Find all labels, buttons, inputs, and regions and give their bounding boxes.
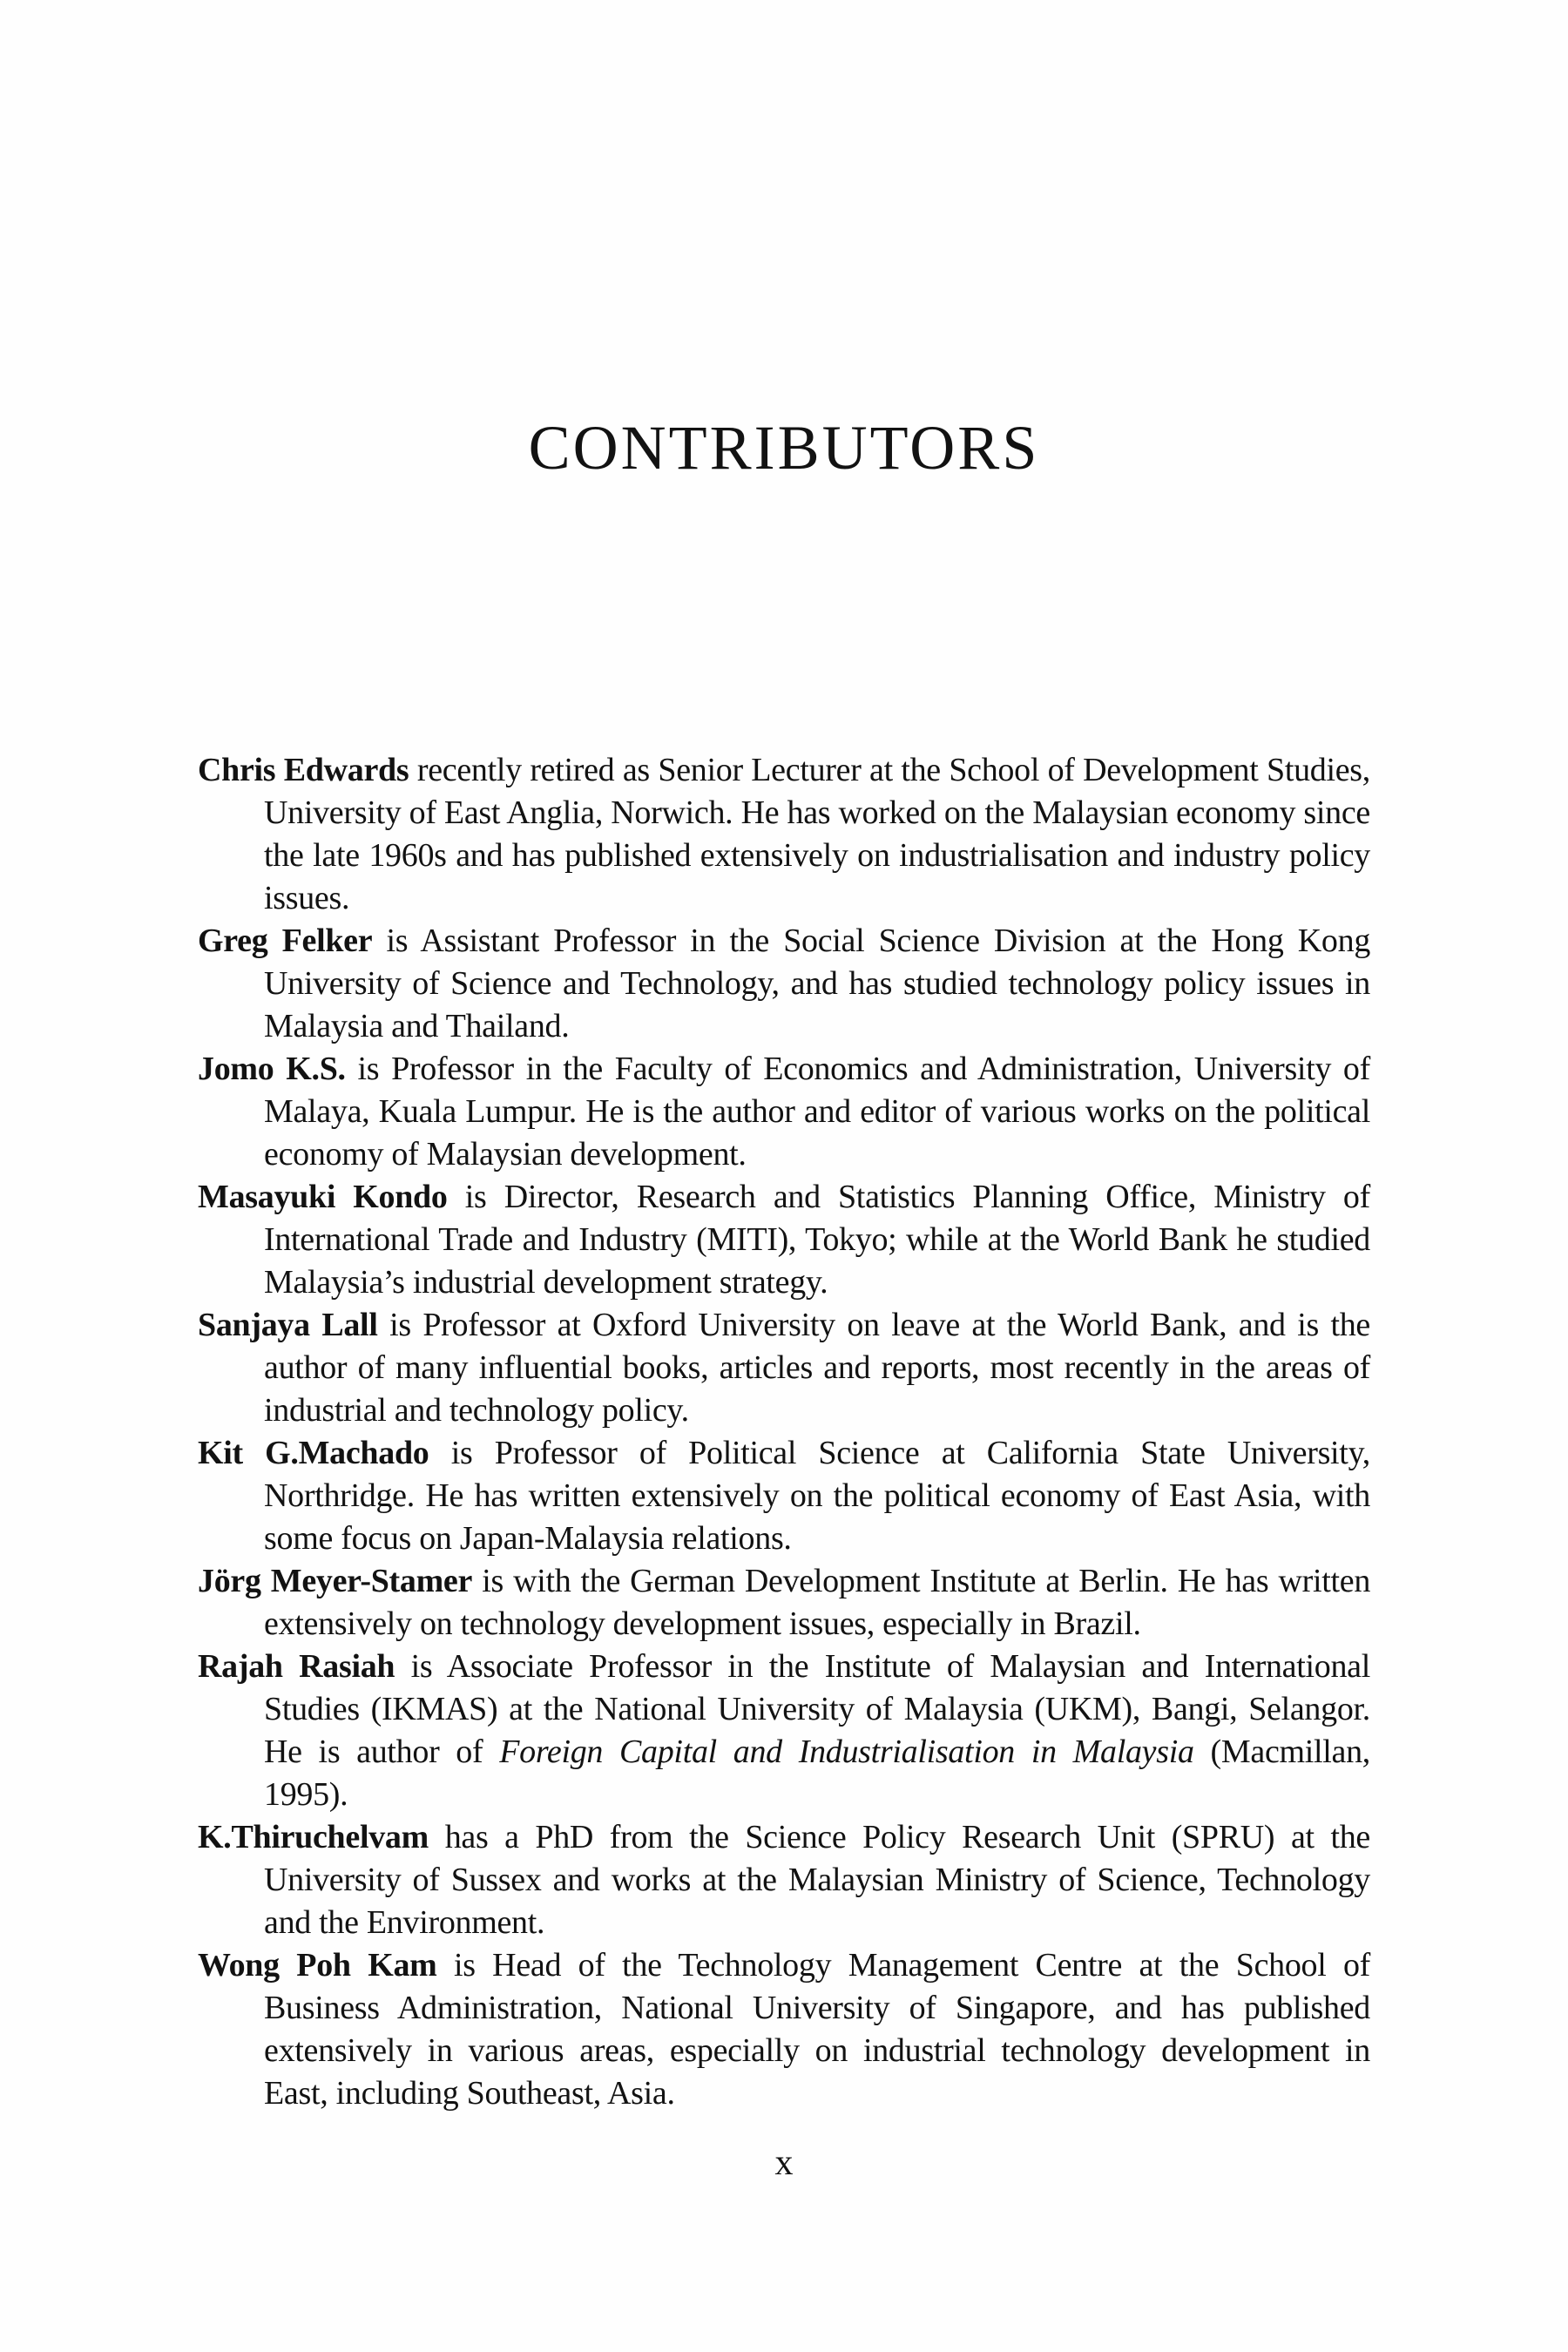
contributor-name: Rajah Rasiah xyxy=(198,1648,395,1685)
contributor-entry xyxy=(198,1816,1370,1944)
contributor-bio: recently retired as Senior Lecturer at the School of Development Studies, University of East Anglia, Norwich. He has worked on the Malaysian economy since the late 1960s and has published extensively on industrialisation and industry policy issues. xyxy=(264,752,1370,916)
contributor-entry xyxy=(198,1048,1370,1176)
book-title: Foreign Capital and Industrialisation in Malaysia xyxy=(499,1734,1194,1770)
contributor-name: Kit G.Machado xyxy=(198,1435,429,1471)
contributor-bio: is Associate Professor in the Institute of Malaysian and International Studies (IKMAS) at the National University of Malaysia (UKM), Bangi, Selangor. He is author of xyxy=(264,1648,1370,1770)
contributor-name: Chris Edwards xyxy=(198,752,409,788)
contributor-name: Wong Poh Kam xyxy=(198,1947,437,1984)
contributor-bio: is Assistant Professor in the Social Science Division at the Hong Kong University of Science and Technology, and has studied technology policy issues in Malaysia and Thailand. xyxy=(264,923,1371,1044)
contributor-entry xyxy=(198,1646,1370,1816)
contributor-entry xyxy=(198,1944,1370,2115)
contributor-bio: is Director, Research and Statistics Planning Office, Ministry of International Trade and Industry (MITI), Tokyo; while at the World Bank he studied Malaysia’s industrial development strategy. xyxy=(264,1179,1370,1301)
contributor-name: Masayuki Kondo xyxy=(198,1179,448,1215)
contributor-bio-after: (Macmillan, 1995). xyxy=(264,1734,1371,1813)
contributor-entry xyxy=(198,1176,1370,1304)
contributor-name: Sanjaya Lall xyxy=(198,1307,378,1343)
contributor-bio: is Head of the Technology Management Centre at the School of Business Administration, National University of Singapore, and has published extensively in various areas, especially on industrial technology development in East, including Southeast, Asia. xyxy=(264,1947,1371,2112)
contributor-bio: is with the German Development Institute at Berlin. He has written extensively on technology development issues, especially in Brazil. xyxy=(264,1563,1371,1642)
contributor-entry xyxy=(198,749,1370,920)
contributor-bio: is Professor in the Faculty of Economics and Administration, University of Malaya, Kuala Lumpur. He is the author and editor of various works on the political economy of Malaysian development. xyxy=(264,1051,1370,1173)
contributor-entry xyxy=(198,920,1370,1048)
contributor-bio: is Professor of Political Science at California State University, Northridge. He has written extensively on the political economy of East Asia, with some focus on Japan-Malaysia relations. xyxy=(264,1435,1370,1557)
contributor-name: Jomo K.S. xyxy=(198,1051,346,1087)
contributors-list xyxy=(198,749,1370,2115)
contributor-name: K.Thiruchelvam xyxy=(198,1819,429,1855)
contributor-entry xyxy=(198,1560,1370,1646)
page-number: x xyxy=(774,2143,794,2183)
contributor-name: Jörg Meyer-Stamer xyxy=(198,1563,473,1599)
page-title: CONTRIBUTORS xyxy=(528,413,1040,483)
contributor-entry xyxy=(198,1304,1370,1432)
contributor-bio: is Professor at Oxford University on leave at the World Bank, and is the author of many influential books, articles and reports, most recently in the areas of industrial and technology policy. xyxy=(264,1307,1370,1429)
contributor-name: Greg Felker xyxy=(198,923,373,959)
contributor-bio: has a PhD from the Science Policy Research Unit (SPRU) at the University of Sussex and works at the Malaysian Ministry of Science, Technology and the Environment. xyxy=(264,1819,1370,1941)
contributor-entry xyxy=(198,1432,1370,1560)
